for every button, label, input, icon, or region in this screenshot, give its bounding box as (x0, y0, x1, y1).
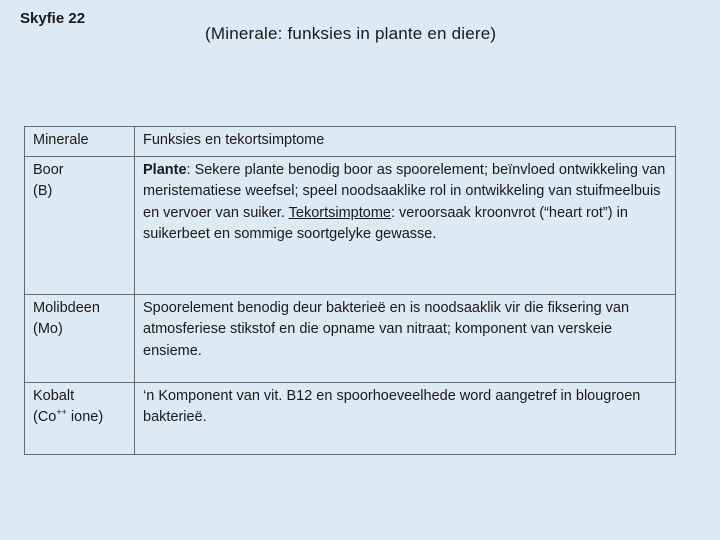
function-text: Spoorelement benodig deur bakterieë en is noodsaaklik vir die fiksering van atmosferiese stikstof en die opname van nitraat; komponent van verskeie ensieme. (143, 299, 630, 359)
function-cell-boor (135, 156, 676, 294)
function-text: ‘n Komponent van vit. B12 en spoorhoeveelhede word aangetref in blougroen bakterieë. (143, 387, 641, 425)
slide-title: (Minerale: funksies in plante en diere) (205, 24, 497, 43)
minerals-table (24, 126, 676, 455)
mineral-symbol: (Mo) (33, 321, 63, 337)
mineral-cell-boor (25, 156, 135, 294)
table-row-molibdeen (25, 294, 676, 382)
function-cell-kobalt (135, 382, 676, 454)
mineral-name: Boor (33, 161, 64, 178)
plants-text: : Sekere plante benodig boor as spoorelement; beïnvloed ontwikkeling van meristematiese weefsel; speel noodsaaklike rol in ontwikkeling van stuifmeelbuis en vervoer van suiker. (143, 161, 666, 221)
mineral-cell-kobalt (25, 382, 135, 454)
plants-label: Plante (143, 161, 187, 178)
mineral-cell-molibdeen (25, 294, 135, 382)
mineral-name: Molibdeen (33, 299, 100, 316)
mineral-name: Kobalt (33, 387, 75, 404)
deficiency-label: Tekortsimptome (288, 204, 391, 221)
slide-number: Skyfie 22 (20, 10, 86, 27)
table-header-row (25, 127, 676, 157)
header-funksies: Funksies en tekortsimptome (135, 127, 676, 157)
table-row-boor (25, 156, 676, 294)
function-cell-molibdeen (135, 294, 676, 382)
mineral-symbol: (Co++ ione) (33, 407, 104, 425)
header-minerale: Minerale (25, 127, 135, 157)
table-row-kobalt (25, 382, 676, 454)
deficiency-text: : veroorsaak kroonvrot (“heart rot”) in suikerbeet en sommige soortgelyke gewasse. (143, 204, 628, 242)
mineral-symbol: (B) (33, 183, 53, 199)
